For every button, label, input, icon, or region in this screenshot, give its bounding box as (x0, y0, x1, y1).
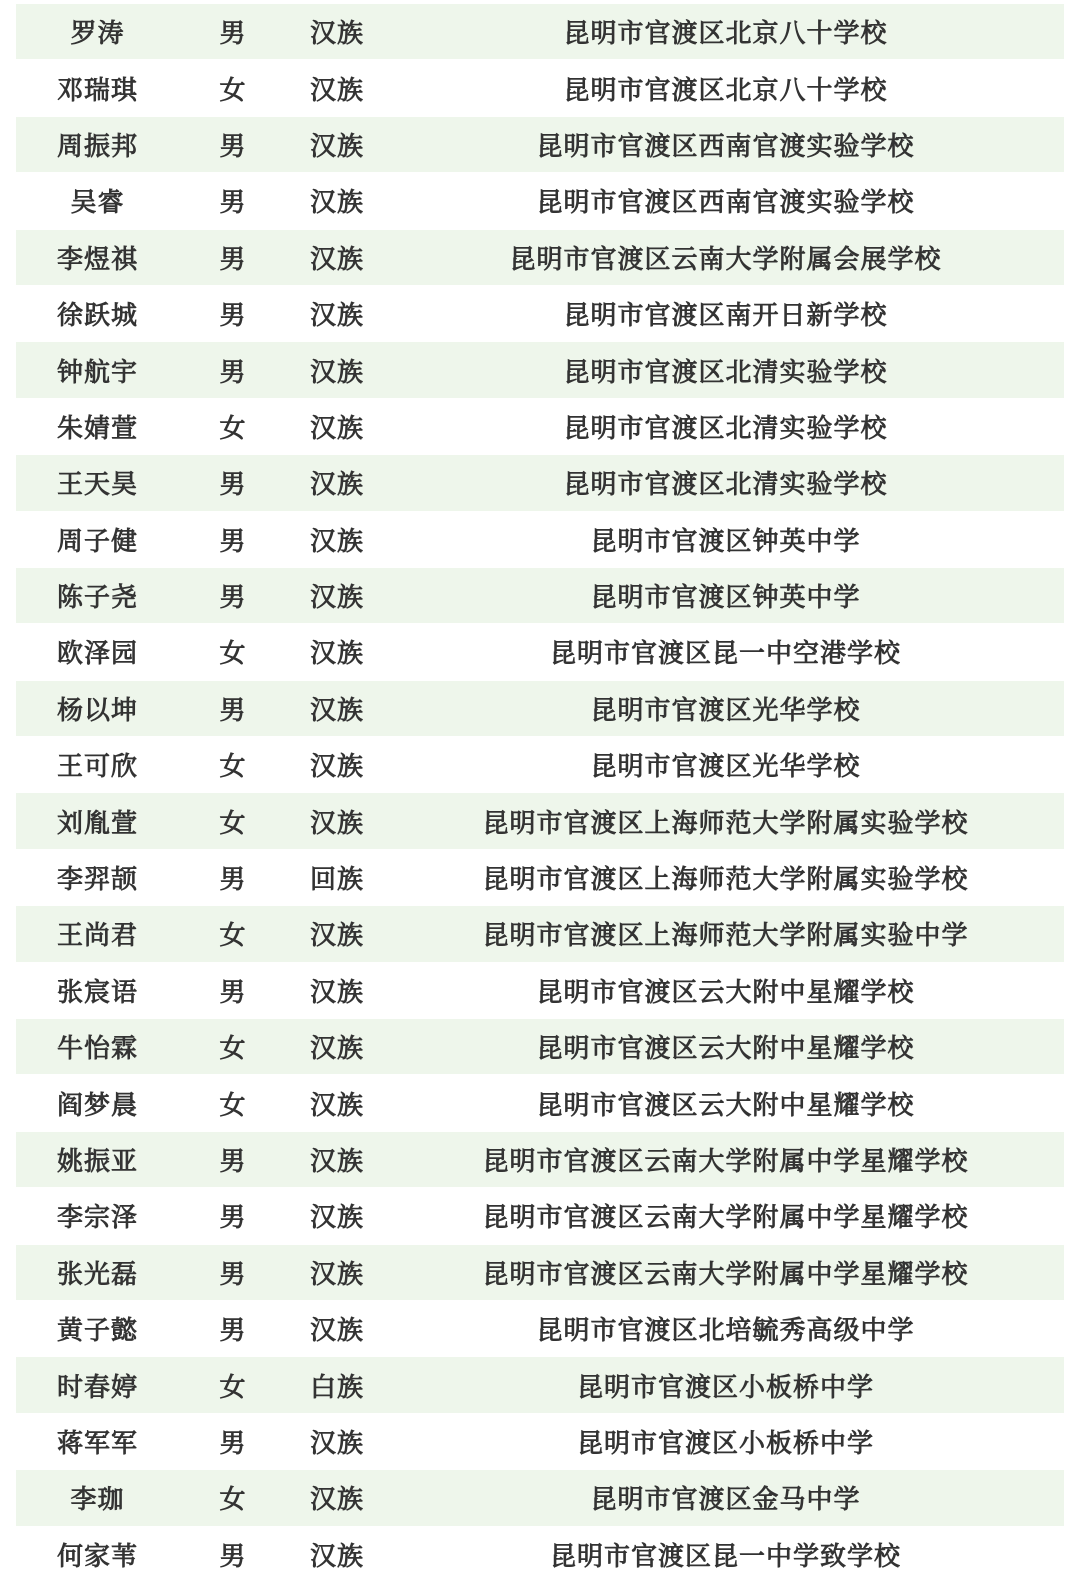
table-row (16, 850, 1064, 906)
ethnicity-cell: 白族 (309, 1372, 364, 1403)
table-row (16, 1470, 1064, 1526)
table-row (16, 4, 1064, 60)
gender-cell: 男 (219, 1203, 247, 1234)
table-row (16, 1019, 1064, 1075)
school-cell: 昆明市官渡区南开日新学校 (563, 301, 888, 332)
gender-cell: 女 (219, 1485, 247, 1516)
school-cell: 昆明市官渡区上海师范大学附属实验学校 (482, 865, 969, 896)
ethnicity-cell: 汉族 (309, 977, 364, 1008)
student-name-cell: 李煜祺 (56, 244, 138, 275)
ethnicity-cell: 汉族 (309, 357, 364, 388)
student-name-cell: 张宸语 (56, 977, 138, 1008)
gender-cell: 男 (219, 1316, 247, 1347)
student-name-cell: 刘胤萱 (56, 808, 138, 839)
table-row (16, 173, 1064, 229)
ethnicity-cell: 汉族 (309, 413, 364, 444)
school-cell: 昆明市官渡区西南官渡实验学校 (536, 188, 915, 219)
student-name-cell: 姚振亚 (56, 1147, 138, 1177)
school-cell: 昆明市官渡区金马中学 (590, 1485, 861, 1516)
ethnicity-cell: 汉族 (309, 1316, 364, 1347)
gender-cell: 女 (219, 75, 247, 106)
ethnicity-cell: 汉族 (309, 808, 364, 839)
gender-cell: 女 (219, 808, 247, 839)
table-row (16, 1075, 1064, 1131)
student-name-cell: 邓瑞琪 (56, 75, 138, 106)
school-cell: 昆明市官渡区北清实验学校 (563, 470, 888, 501)
gender-cell: 男 (219, 695, 247, 726)
gender-cell: 女 (219, 413, 247, 444)
ethnicity-cell: 汉族 (309, 639, 364, 670)
ethnicity-cell: 汉族 (309, 1203, 364, 1234)
gender-cell: 男 (219, 470, 247, 501)
gender-cell: 男 (219, 131, 247, 162)
school-cell: 昆明市官渡区云南大学附属中学星耀学校 (482, 1147, 969, 1177)
table-row (16, 963, 1064, 1019)
table-row (16, 737, 1064, 793)
table-row (16, 1414, 1064, 1470)
school-cell: 昆明市官渡区光华学校 (590, 752, 861, 783)
table-row (16, 1245, 1064, 1301)
gender-cell: 女 (219, 1372, 247, 1403)
school-cell: 昆明市官渡区昆一中空港学校 (549, 639, 901, 670)
student-name-cell: 王天昊 (56, 470, 138, 501)
student-name-cell: 何家苇 (56, 1541, 138, 1572)
table-row (16, 568, 1064, 624)
ethnicity-cell: 汉族 (309, 1034, 364, 1065)
table-row (16, 230, 1064, 286)
student-name-cell: 陈子尧 (56, 583, 138, 614)
table-row (16, 286, 1064, 342)
student-name-cell: 张光磊 (56, 1259, 138, 1290)
gender-cell: 男 (219, 188, 247, 219)
ethnicity-cell: 汉族 (309, 1541, 364, 1572)
student-name-cell: 黄子懿 (56, 1316, 138, 1347)
gender-cell: 男 (219, 526, 247, 557)
gender-cell: 男 (219, 357, 247, 388)
table-row (16, 1357, 1064, 1413)
ethnicity-cell: 汉族 (309, 1259, 364, 1290)
table-row (16, 60, 1064, 116)
school-cell: 昆明市官渡区北清实验学校 (563, 413, 888, 444)
school-cell: 昆明市官渡区云大附中星耀学校 (536, 977, 915, 1008)
ethnicity-cell: 汉族 (309, 131, 364, 162)
gender-cell: 男 (219, 1147, 247, 1177)
school-cell: 昆明市官渡区北京八十学校 (563, 19, 888, 50)
ethnicity-cell: 汉族 (309, 1147, 364, 1177)
ethnicity-cell: 回族 (309, 865, 364, 896)
school-cell: 昆明市官渡区光华学校 (590, 695, 861, 726)
student-name-cell: 罗涛 (70, 19, 125, 50)
ethnicity-cell: 汉族 (309, 470, 364, 501)
ethnicity-cell: 汉族 (309, 75, 364, 106)
ethnicity-cell: 汉族 (309, 1485, 364, 1516)
student-name-cell: 钟航宇 (56, 357, 138, 388)
school-cell: 昆明市官渡区昆一中学致学校 (549, 1541, 901, 1572)
ethnicity-cell: 汉族 (309, 1090, 364, 1121)
student-name-cell: 杨以坤 (56, 695, 138, 726)
student-table (16, 4, 1064, 1583)
student-name-cell: 蒋军军 (56, 1428, 138, 1459)
student-name-cell: 欧泽园 (56, 639, 138, 670)
student-name-cell: 李羿颉 (56, 865, 138, 896)
table-row (16, 793, 1064, 849)
gender-cell: 女 (219, 1034, 247, 1065)
ethnicity-cell: 汉族 (309, 301, 364, 332)
gender-cell: 男 (219, 583, 247, 614)
student-name-cell: 牛怡霖 (56, 1034, 138, 1065)
school-cell: 昆明市官渡区上海师范大学附属实验学校 (482, 808, 969, 839)
gender-cell: 男 (219, 301, 247, 332)
ethnicity-cell: 汉族 (309, 188, 364, 219)
table-row (16, 1188, 1064, 1244)
ethnicity-cell: 汉族 (309, 526, 364, 557)
gender-cell: 男 (219, 19, 247, 50)
table-row (16, 342, 1064, 398)
table-row (16, 117, 1064, 173)
gender-cell: 男 (219, 244, 247, 275)
table-row (16, 681, 1064, 737)
table-row (16, 624, 1064, 680)
table-row (16, 906, 1064, 962)
ethnicity-cell: 汉族 (309, 921, 364, 952)
school-cell: 昆明市官渡区北培毓秀高级中学 (536, 1316, 915, 1347)
school-cell: 昆明市官渡区钟英中学 (590, 583, 861, 614)
gender-cell: 女 (219, 921, 247, 952)
school-cell: 昆明市官渡区云大附中星耀学校 (536, 1034, 915, 1065)
student-name-cell: 时春婷 (56, 1372, 138, 1403)
student-name-cell: 周振邦 (56, 131, 138, 162)
table-row (16, 1132, 1064, 1188)
school-cell: 昆明市官渡区北清实验学校 (563, 357, 888, 388)
gender-cell: 男 (219, 1541, 247, 1572)
school-cell: 昆明市官渡区云南大学附属中学星耀学校 (482, 1203, 969, 1234)
student-name-cell: 周子健 (56, 526, 138, 557)
student-name-cell: 吴睿 (70, 188, 125, 219)
school-cell: 昆明市官渡区北京八十学校 (563, 75, 888, 106)
student-name-cell: 朱婧萱 (56, 413, 138, 444)
ethnicity-cell: 汉族 (309, 695, 364, 726)
table-row (16, 512, 1064, 568)
ethnicity-cell: 汉族 (309, 1428, 364, 1459)
gender-cell: 女 (219, 1090, 247, 1121)
gender-cell: 男 (219, 977, 247, 1008)
table-row (16, 455, 1064, 511)
school-cell: 昆明市官渡区钟英中学 (590, 526, 861, 557)
student-name-cell: 李宗泽 (56, 1203, 138, 1234)
school-cell: 昆明市官渡区西南官渡实验学校 (536, 131, 915, 162)
student-name-cell: 徐跃城 (56, 301, 138, 332)
school-cell: 昆明市官渡区上海师范大学附属实验中学 (482, 921, 969, 952)
ethnicity-cell: 汉族 (309, 19, 364, 50)
student-name-cell: 王尚君 (56, 921, 138, 952)
gender-cell: 男 (219, 865, 247, 896)
ethnicity-cell: 汉族 (309, 583, 364, 614)
gender-cell: 女 (219, 639, 247, 670)
ethnicity-cell: 汉族 (309, 244, 364, 275)
gender-cell: 女 (219, 752, 247, 783)
gender-cell: 男 (219, 1259, 247, 1290)
student-name-cell: 阎梦晨 (56, 1090, 138, 1121)
school-cell: 昆明市官渡区小板桥中学 (576, 1372, 874, 1403)
school-cell: 昆明市官渡区云大附中星耀学校 (536, 1090, 915, 1121)
table-row (16, 399, 1064, 455)
ethnicity-cell: 汉族 (309, 752, 364, 783)
school-cell: 昆明市官渡区云南大学附属会展学校 (509, 244, 942, 275)
gender-cell: 男 (219, 1428, 247, 1459)
school-cell: 昆明市官渡区云南大学附属中学星耀学校 (482, 1259, 969, 1290)
table-row (16, 1301, 1064, 1357)
student-name-cell: 王可欣 (56, 752, 138, 783)
table-row (16, 1527, 1064, 1583)
school-cell: 昆明市官渡区小板桥中学 (576, 1428, 874, 1459)
student-name-cell: 李珈 (70, 1485, 125, 1516)
